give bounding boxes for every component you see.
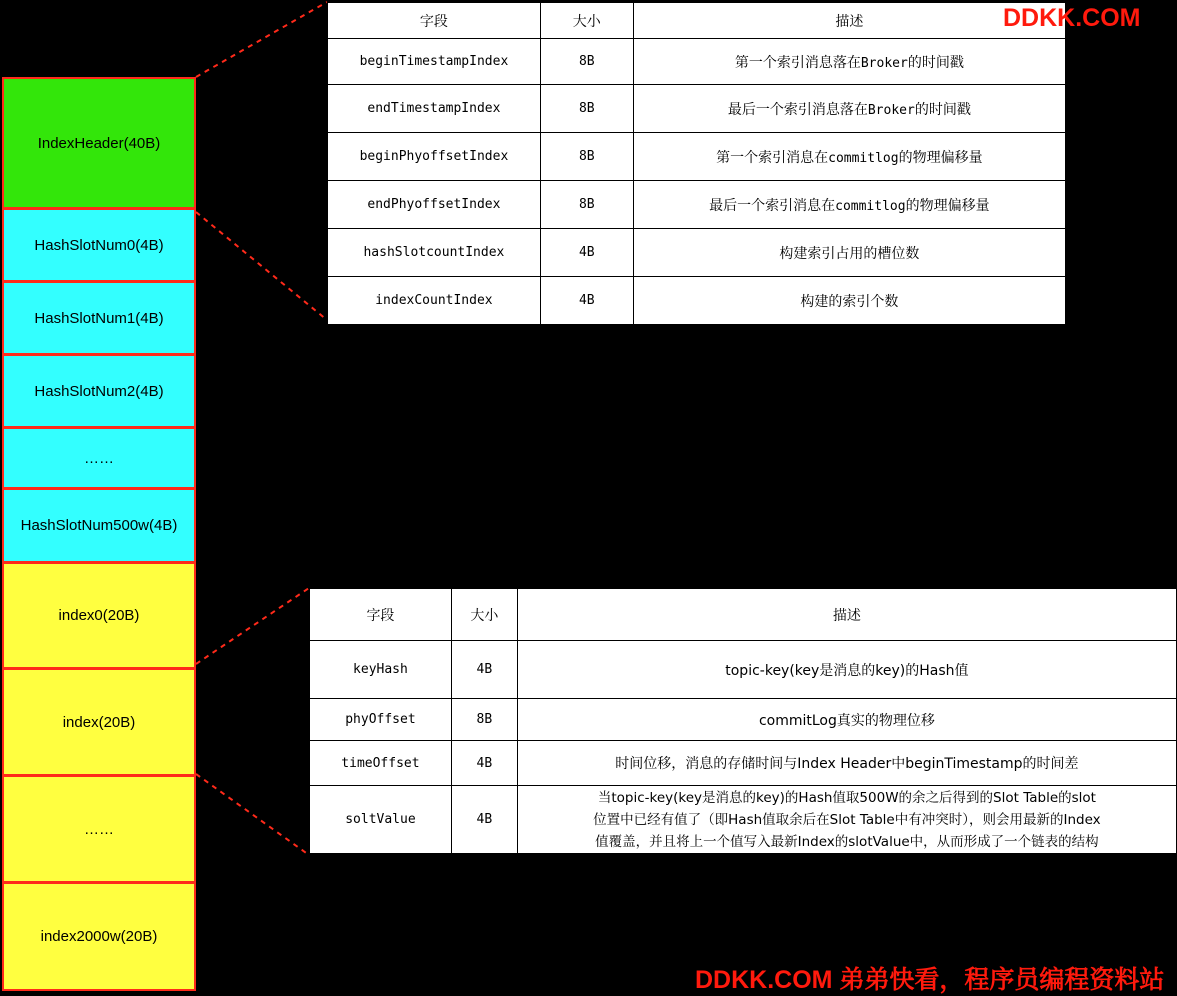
size-cell: 8B [540, 133, 633, 181]
index-header-label: IndexHeader(40B) [37, 134, 161, 152]
desc-cell: commitLog真实的物理位移 [517, 699, 1176, 741]
col-size-header: 大小 [451, 589, 517, 641]
index-entry-table [309, 588, 1177, 854]
table-row [328, 85, 1066, 133]
field-cell: keyHash [310, 641, 452, 699]
index-label: index(20B) [62, 713, 136, 731]
field-cell: timeOffset [310, 741, 452, 786]
desc-cell [517, 786, 1176, 854]
field-cell: endTimestampIndex [328, 85, 541, 133]
size-cell: 4B [451, 641, 517, 699]
watermark-bottom: DDKK.COM 弟弟快看，程序员编程资料站 [695, 966, 1165, 994]
connector-header-top [196, 2, 327, 77]
field-cell: indexCountIndex [328, 277, 541, 325]
table-row [310, 741, 1177, 786]
connector-index-bottom [196, 774, 309, 855]
watermark-top: DDKK.COM [1003, 4, 1141, 32]
desc-cell: topic-key(key是消息的key)的Hash值 [517, 641, 1176, 699]
size-cell: 4B [451, 786, 517, 854]
hash-slot-0-block [2, 208, 196, 282]
index-0-label: index0(20B) [58, 607, 140, 624]
col-desc-header: 描述 [633, 3, 1065, 39]
table-row [328, 277, 1066, 325]
col-size-header: 大小 [540, 3, 633, 39]
field-cell: hashSlotcountIndex [328, 229, 541, 277]
table-row [328, 181, 1066, 229]
index-ellipsis-label: …… [84, 820, 114, 838]
index-0-block [2, 562, 196, 669]
index-header-block [2, 77, 196, 209]
size-cell: 8B [451, 699, 517, 741]
hash-slot-ellipsis-label: …… [84, 449, 114, 467]
table-row [310, 699, 1177, 741]
desc-cell: 第一个索引消息在commitlog的物理偏移量 [633, 133, 1065, 181]
size-cell: 8B [540, 181, 633, 229]
desc-cell: 构建的索引个数 [633, 277, 1065, 325]
field-cell: beginPhyoffsetIndex [328, 133, 541, 181]
hash-slot-1-block [2, 281, 196, 355]
connector-index-top [196, 588, 309, 664]
size-cell: 4B [540, 277, 633, 325]
field-cell: beginTimestampIndex [328, 39, 541, 85]
index-ellipsis-block [2, 775, 196, 883]
hash-slot-2-label: HashSlotNum2(4B) [34, 382, 164, 400]
index-block [2, 668, 196, 776]
hash-slot-ellipsis-block [2, 427, 196, 489]
table-header-row [310, 589, 1177, 641]
desc-cell: 构建索引占用的槽位数 [633, 229, 1065, 277]
size-cell: 4B [451, 741, 517, 786]
field-cell: endPhyoffsetIndex [328, 181, 541, 229]
hash-slot-2-block [2, 354, 196, 428]
desc-line: 值覆盖，并且将上一个值写入最新Index的slotValue中，从而形成了一个链表的结构 [595, 833, 1099, 850]
table-row [328, 39, 1066, 85]
col-field-header: 字段 [328, 3, 541, 39]
desc-cell: 最后一个索引消息落在Broker的时间戳 [633, 85, 1065, 133]
size-cell: 4B [540, 229, 633, 277]
table-row [310, 786, 1177, 854]
table-row [310, 641, 1177, 699]
desc-line: 当topic-key(key是消息的key)的Hash值取500W的余之后得到的Slot Table的slot [597, 789, 1096, 806]
field-cell: phyOffset [310, 699, 452, 741]
index-header-table [327, 2, 1066, 325]
desc-cell: 第一个索引消息落在Broker的时间戳 [633, 39, 1065, 85]
field-cell: soltValue [310, 786, 452, 854]
hash-slot-500w-block [2, 488, 196, 563]
hash-slot-0-label: HashSlotNum0(4B) [34, 236, 164, 254]
table-header-row [328, 3, 1066, 39]
index-2000w-block [2, 882, 196, 991]
table-row [328, 229, 1066, 277]
table-row [328, 133, 1066, 181]
size-cell: 8B [540, 39, 633, 85]
desc-line: 位置中已经有值了（即Hash值取余后在Slot Table中有冲突时），则会用最新的Index [593, 811, 1101, 828]
connector-header-bottom [196, 212, 327, 320]
hash-slot-1-label: HashSlotNum1(4B) [34, 309, 164, 327]
desc-cell: 最后一个索引消息在commitlog的物理偏移量 [633, 181, 1065, 229]
size-cell: 8B [540, 85, 633, 133]
hash-slot-500w-label: HashSlotNum500w(4B) [20, 517, 178, 534]
col-desc-header: 描述 [517, 589, 1176, 641]
index-2000w-label: index2000w(20B) [40, 928, 158, 945]
desc-cell: 时间位移，消息的存储时间与Index Header中beginTimestamp的时间差 [517, 741, 1176, 786]
col-field-header: 字段 [310, 589, 452, 641]
